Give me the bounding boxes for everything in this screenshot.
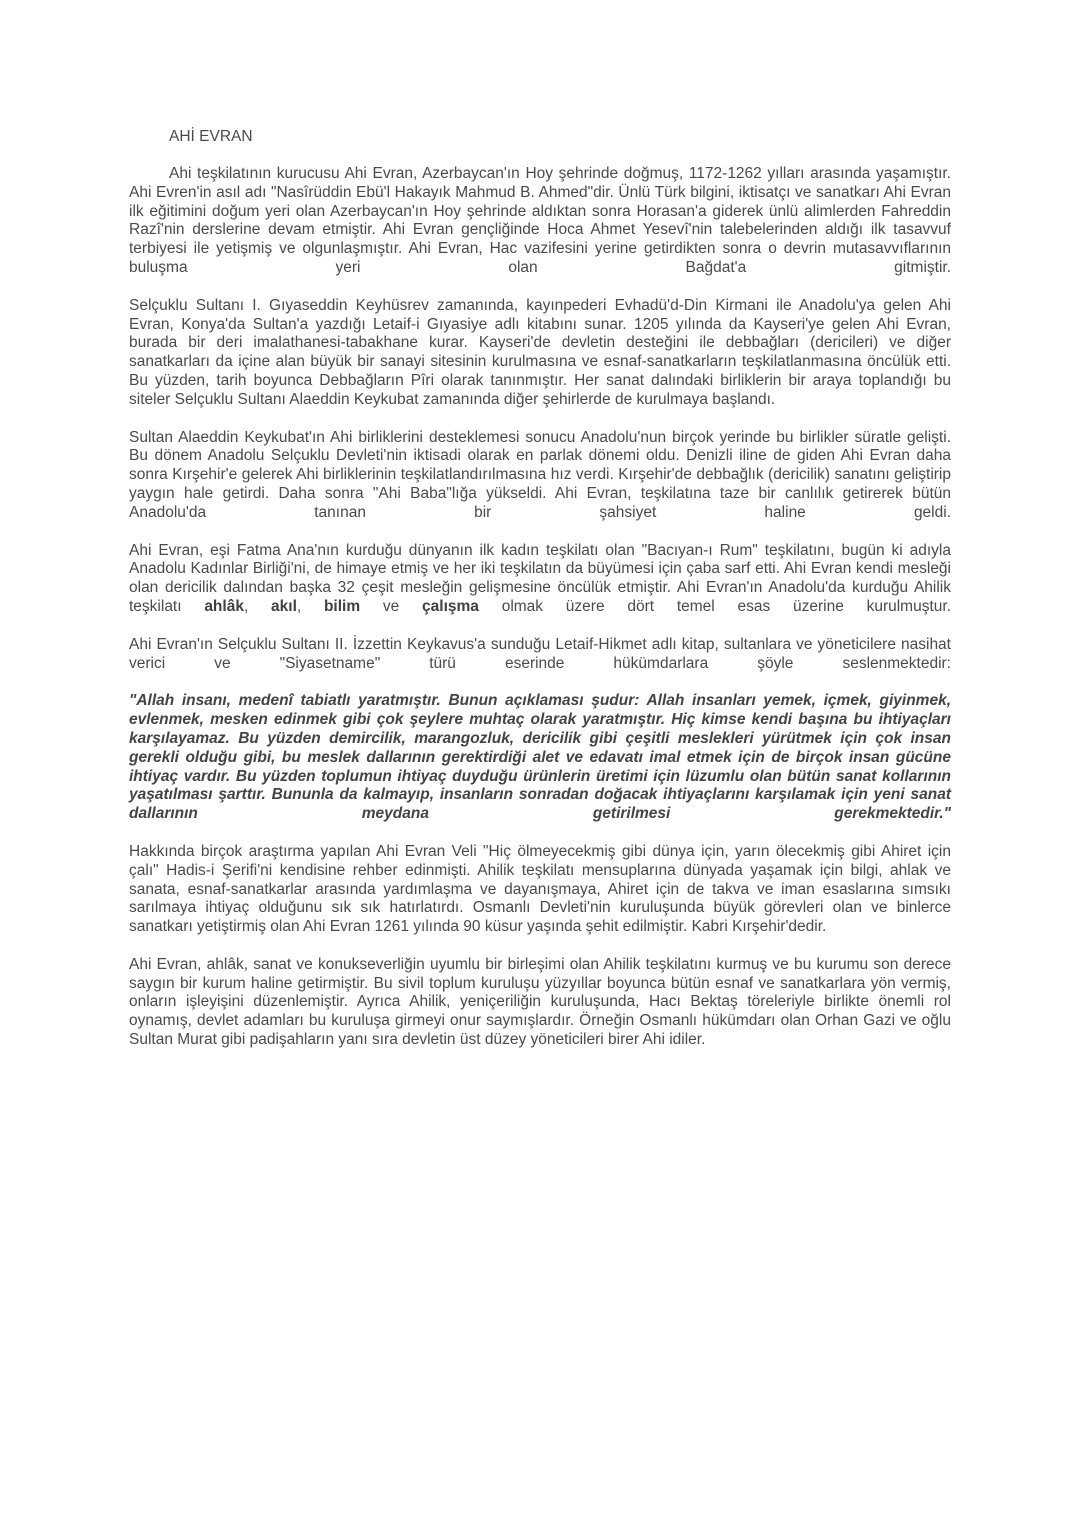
bold-akil: akıl [271,597,297,615]
spacer [129,146,951,165]
paragraph-bacıyan [129,542,951,617]
paragraph-letaif-hikmet: Ahi Evran'ın Selçuklu Sultanı II. İzzettin Keykavus'a sunduğu Letaif-Hikmet adlı kitap, sultanlara ve yöneticilere nasihat verici ve "Siyasetname" türü eserinde hükümdarlara şöyle seslenmektedir: [129,635,951,672]
paragraph-bacıyan-text: Ahi Evran, eşi Fatma Ana'nın kurduğu dünyanın ilk kadın teşkilatı olan "Bacıyan-ı Rum" teşkilatını, bugün ki adıyla Anadolu Kadınlar Birliği'ni, de himaye etmiş ve her iki teşkilatın da büyümesi için çaba sarf etti. Ahi Evran kendi mesleği olan dericilik dalından başka 32 çeşit mesleğin gelişmesine öncülük etmiştir. Ahi Evran'ın Anadolu'da kurduğu Ahilik teşkilatı [129,541,951,615]
paragraph-seljuk: Selçuklu Sultanı I. Gıyaseddin Keyhüsrev zamanında, kayınpederi Evhadü'd-Din Kirmani ile Anadolu'ya gelen Ahi Evran, Konya'da Sultan'a yazdığı Letaif-i Gıyasiye adlı kitabını sunar. 1205 yılında da Kayseri'ye gelen Ahi Evran, burada bir deri imalathanesi-tabakhane kurar. Kayseri'de devletin desteğini ile debbağları (dericileri) ve diğer sanatkarları da içine alan büyük bir sanayi sitesinin kurulmasına ve esnaf-sanatkarların teşkilatlanmasına öncülük etti. Bu yüzden, tarih boyunca Debbağların Pîri olarak tanınmıştır. Her sanat dalındaki birliklerin bir araya toplandığı bu siteler Selçuklu Sultanı Alaeddin Keykubat zamanında diğer şehirlerde de kurulmaya başlandı. [129,296,951,408]
conjunction: ve [360,597,423,615]
paragraph-alaeddin: Sultan Alaeddin Keykubat'ın Ahi birliklerini desteklemesi sonucu Anadolu'nun birçok yerinde bu birlikler süratle gelişti. Bu dönem Anadolu Selçuklu Devleti'nin iktisadi olarak en parlak dönemi oldu. Denizli iline de giden Ahi Evran daha sonra Kırşehir'e gelerek Ahi birliklerinin teşkilatlandırılmasına hız verdi. Kırşehir'de debbağlık (dericilik) sanatını geliştirip yaygın hale getirdi. Daha sonra "Ahi Baba"lığa yükseldi. Ahi Evran, teşkilatına taze bir canlılık getirerek bütün Anadolu'da tanınan bir şahsiyet haline geldi. [129,428,951,521]
document-title: AHİ EVRAN [169,128,253,145]
paragraph-bacıyan-end: olmak üzere dört temel esas üzerine kurulmuştur. [478,597,951,615]
bold-bilim: bilim [323,597,361,615]
quote-block: "Allah insanı, medenî tabiatlı yaratmıştır. Bunun açıklaması şudur: Allah insanları yemek, içmek, giyinmek, evlenmek, mesken edinmek gibi çok şeylere muhtaç olarak yaratmıştır. Hiç kimse kendi başına bu ihtiyaçları karşılayamaz. Bu yüzden demircilik, marangozluk, dericilik gibi çeşitli meslekleri yürütmek için çok insan gerekli olduğu gibi, bu meslek dallarının gerektirdiği alet ve edavatı imal etmek için de birçok insan gücüne ihtiyaç vardır. Bu yüzden toplumun ihtiyaç duyduğu ürünlerin üretimi için lüzumlu olan bütün sanat kollarının yaşatılması şarttır. Bununla da kalmayıp, insanların sonradan doğacak ihtiyaçlarını karşılamak için yeni sanat dallarının meydana getirilmesi gerekmektedir." [129,692,951,823]
document-page [129,127,951,1069]
paragraph-hadis: Hakkında birçok araştırma yapılan Ahi Evran Veli "Hiç ölmeyecekmiş gibi dünya için, yarın ölecekmiş gibi Ahiret için çalı" Hadis-i Şerifi'ni kendisine rehber edinmişti. Ahilik teşkilatı mensuplarına dünyada yaşamak için bilgi, ahlak ve sanata, esnaf-sanatkarlar arasında yardımlaşma ve dayanışmaya, Ahiret için de takva ve iman esaslarına sımsıkı sarılmaya ihtiyaç olduğunu sık sık hatırlatırdı. Osmanlı Devleti'nin kuruluşunda büyük görevleri olan ve binlerce sanatkarı yetiştirmiş olan Ahi Evran 1261 yılında 90 küsur yaşında şehit edilmiştir. Kabri Kırşehir'dedir. [129,842,951,936]
bold-calisma: çalışma [422,597,479,615]
comma: , [243,597,272,615]
paragraph-ahilik: Ahi Evran, ahlâk, sanat ve konukseverliğin uyumlu bir birleşimi olan Ahilik teşkilatını kurmuş ve bu kurumu son derece saygın bir kurum haline getirmiştir. Bu sivil toplum kuruluşu yüzyıllar boyunca bütün esnaf ve sanatkarlara yön vermiş, onların işleyişini düzenlemiştir. Ayrıca Ahilik, yeniçeriliğin kuruluşunda, Hacı Bektaş töreleriyle birlikte önemli rol oynamış, devlet adamları bu kuruluşa girmeyi onur saymışlardır. Örneğin Osmanlı hükümdarı olan Orhan Gazi ve oğlu Sultan Murat gibi padişahların yanı sıra devletin üst düzey yöneticileri birer Ahi idiler. [129,955,951,1049]
bold-ahlak: ahlâk [204,597,244,615]
comma: , [296,597,324,615]
paragraph-birth: Ahi teşkilatının kurucusu Ahi Evran, Azerbaycan'ın Hoy şehrinde doğmuş, 1172-1262 yılları arasında yaşamıştır. Ahi Evren'in asıl adı "Nasîrüddin Ebü'l Hakayık Mahmud B. Ahmed"dir. Ünlü Türk bilgini, iktisatçı ve sanatkarı Ahi Evran ilk eğitimini doğum yeri olan Azerbaycan'ın Hoy şehrinde aldıktan sonra Horasan'a giderek ünlü alimlerden Fahreddin Razî'nin derslerine devam etmiştir. Ahi Evran gençliğinde Hoca Ahmet Yesevî'nin talebelerinden aldığı ilk tasavvuf terbiyesi ile yetişmiş ve olgunlaşmıştır. Ahi Evran, Hac vazifesini yerine getirdikten sonra o devrin mutasavvıflarının buluşma yeri olan Bağdat'a gitmiştir. [129,165,951,276]
